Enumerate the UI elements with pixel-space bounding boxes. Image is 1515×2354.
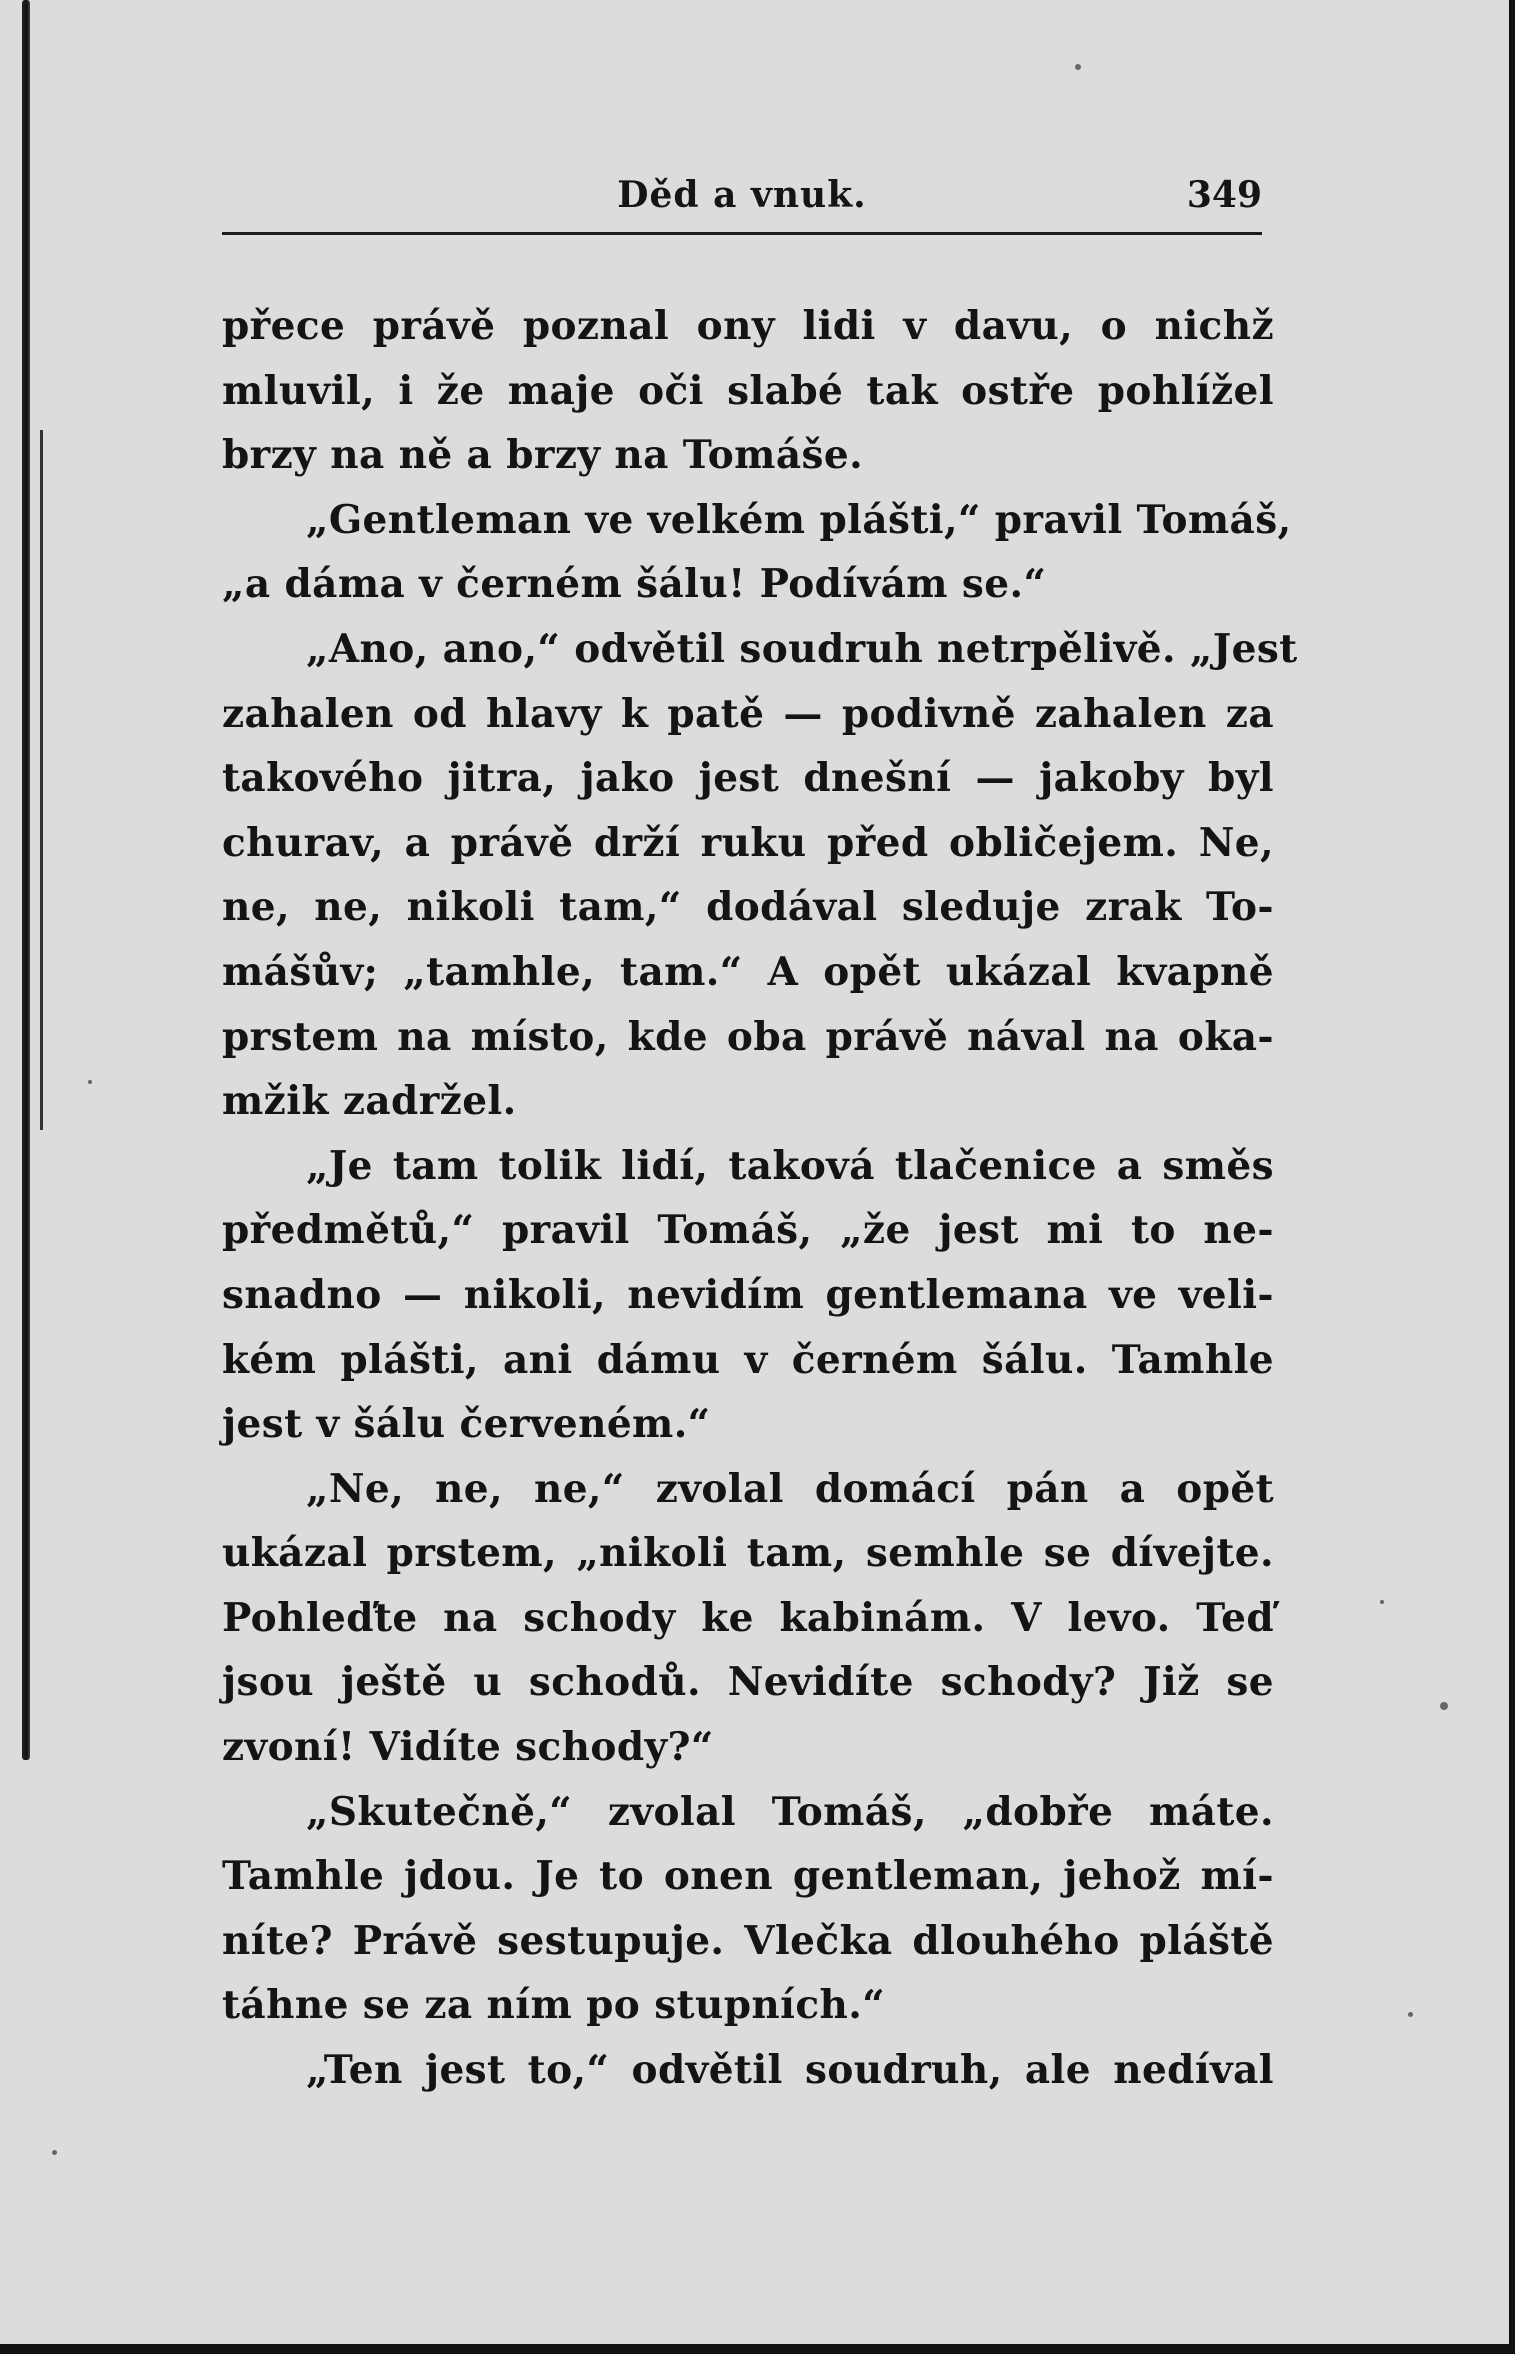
text-line: zvoní! Vidíte schody?“ bbox=[222, 1724, 714, 1771]
text-line: ukázal prstem, „nikoli tam, semhle se dívejte. bbox=[222, 1530, 1274, 1577]
text-line: Tamhle jdou. Je to onen gentleman, jehož mí- bbox=[222, 1853, 1274, 1900]
page-number: 349 bbox=[1186, 174, 1262, 216]
text-line: táhne se za ním po stupních.“ bbox=[222, 1982, 886, 2029]
text-line: níte? Právě sestupuje. Vlečka dlouhého pláště bbox=[222, 1917, 1274, 1964]
body-text bbox=[222, 294, 1298, 2103]
binding-edge-line bbox=[40, 430, 43, 1130]
text-line: Pohleďte na schody ke kabinám. V levo. Teď bbox=[222, 1594, 1274, 1641]
text-line: „Ne, ne, ne,“ zvolal domácí pán a opět bbox=[306, 1465, 1274, 1512]
header-rule bbox=[222, 232, 1262, 235]
text-line: prstem na místo, kde oba právě nával na oka- bbox=[222, 1013, 1274, 1060]
text-line: „Ano, ano,“ odvětil soudruh netrpělivě. „Jest bbox=[306, 625, 1298, 672]
page-header bbox=[222, 170, 1262, 230]
text-line: přece právě poznal ony lidi v davu, o nichž bbox=[222, 303, 1274, 349]
text-line: ne, ne, nikoli tam,“ dodával sleduje zrak To- bbox=[222, 884, 1274, 931]
running-title: Děd a vnuk. bbox=[617, 174, 867, 216]
text-line: „Gentleman ve velkém plášti,“ pravil Tomáš, bbox=[306, 496, 1292, 543]
right-scan-border bbox=[1509, 0, 1515, 2354]
text-line: jest v šálu červeném.“ bbox=[222, 1401, 711, 1448]
text-line: mluvil, i že maje oči slabé tak ostře pohlížel bbox=[222, 367, 1274, 414]
text-line: jsou ještě u schodů. Nevidíte schody? Již se bbox=[222, 1659, 1274, 1706]
text-line: „a dáma v černém šálu! Podívám se.“ bbox=[222, 561, 1047, 608]
text-line: takového jitra, jako jest dnešní — jakoby byl bbox=[222, 755, 1274, 802]
text-line: churav, a právě drží ruku před obličejem. Ne, bbox=[222, 819, 1274, 866]
text-line: „Je tam tolik lidí, taková tlačenice a směs bbox=[306, 1142, 1274, 1189]
text-line: „Skutečně,“ zvolal Tomáš, „dobře máte. bbox=[306, 1788, 1274, 1835]
text-line: kém plášti, ani dámu v černém šálu. Tamhle bbox=[222, 1336, 1274, 1383]
text-line: snadno — nikoli, nevidím gentlemana ve veli- bbox=[222, 1271, 1274, 1318]
bottom-scan-border bbox=[0, 2344, 1515, 2354]
text-line: zahalen od hlavy k patě — podivně zahalen za bbox=[222, 690, 1274, 737]
text-line: „Ten jest to,“ odvětil soudruh, ale nedíval bbox=[306, 2047, 1274, 2094]
text-line: předmětů,“ pravil Tomáš, „že jest mi to ne- bbox=[222, 1207, 1274, 1254]
text-line: mžik zadržel. bbox=[222, 1078, 517, 1125]
text-line: brzy na ně a brzy na Tomáše. bbox=[222, 432, 864, 479]
text-line: mášův; „tamhle, tam.“ A opět ukázal kvapně bbox=[222, 948, 1274, 995]
binding-edge-shadow bbox=[22, 0, 30, 1760]
